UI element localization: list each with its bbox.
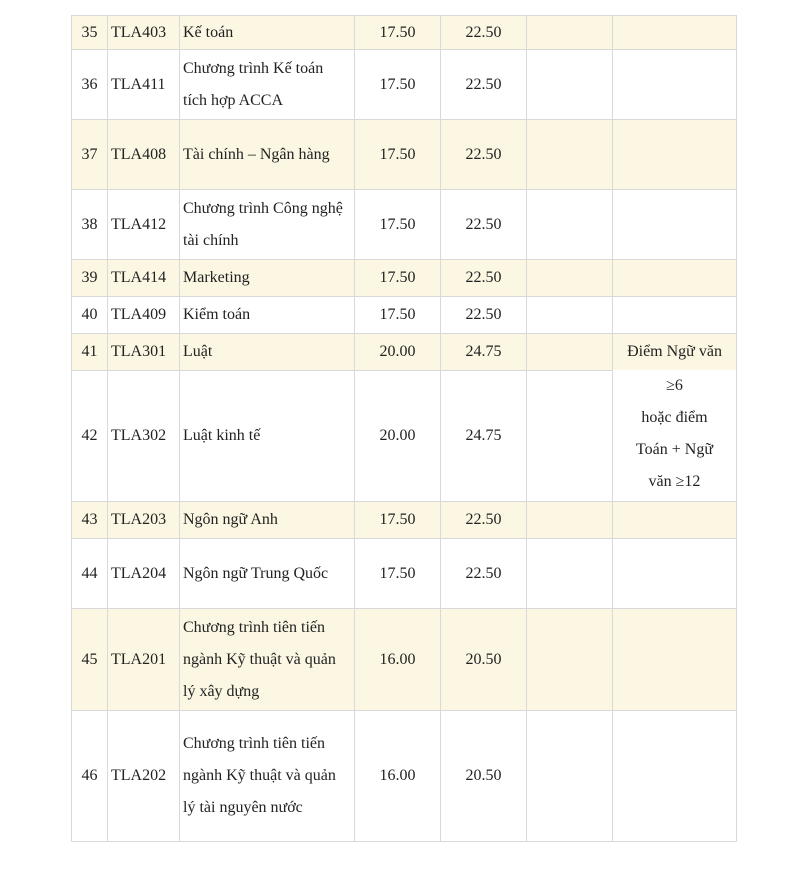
table-row [72,190,737,260]
row-number: 43 [72,502,108,539]
empty-cell [527,16,613,50]
program-code: TLA403 [108,16,180,50]
min-score: 16.00 [355,609,441,711]
row-number: 35 [72,16,108,50]
score: 24.75 [441,371,527,502]
table-row [72,50,737,120]
program-code: TLA412 [108,190,180,260]
program-name: Marketing [180,260,355,297]
note-cell [613,609,737,711]
score: 20.50 [441,609,527,711]
note-cell [613,120,737,190]
table-row [72,334,737,371]
note-cell [613,190,737,260]
program-code: TLA411 [108,50,180,120]
row-number: 44 [72,539,108,609]
min-score: 17.50 [355,260,441,297]
program-name: Chương trình tiên tiến ngành Kỹ thuật và quản lý tài nguyên nước [180,711,355,842]
empty-cell [527,711,613,842]
min-score: 16.00 [355,711,441,842]
program-code: TLA408 [108,120,180,190]
score: 22.50 [441,502,527,539]
table-row [72,16,737,50]
empty-cell [527,539,613,609]
min-score: 17.50 [355,120,441,190]
table-row [72,502,737,539]
program-name: Chương trình Kế toán tích hợp ACCA [180,50,355,120]
program-code: TLA409 [108,297,180,334]
min-score: 20.00 [355,371,441,502]
empty-cell [527,50,613,120]
empty-cell [527,120,613,190]
program-code: TLA414 [108,260,180,297]
empty-cell [527,334,613,371]
program-code: TLA301 [108,334,180,371]
score: 22.50 [441,120,527,190]
row-number: 45 [72,609,108,711]
program-name: Kế toán [180,16,355,50]
row-number: 36 [72,50,108,120]
program-code: TLA204 [108,539,180,609]
empty-cell [527,260,613,297]
min-score: 17.50 [355,50,441,120]
row-number: 41 [72,334,108,371]
admissions-score-table [71,15,737,842]
program-code: TLA201 [108,609,180,711]
program-name: Kiểm toán [180,297,355,334]
table-row [72,609,737,711]
row-number: 38 [72,190,108,260]
empty-cell [527,502,613,539]
program-code: TLA302 [108,371,180,502]
program-code: TLA202 [108,711,180,842]
note-line: Toán + Ngữ [635,441,713,458]
row-number: 37 [72,120,108,190]
table-row [72,539,737,609]
min-score: 17.50 [355,190,441,260]
table-row [72,711,737,842]
note-line: hoặc điểm [641,409,708,426]
table-row [72,260,737,297]
score: 20.50 [441,711,527,842]
program-name: Chương trình tiên tiến ngành Kỹ thuật và quản lý xây dựng [180,609,355,711]
row-number: 39 [72,260,108,297]
note-cell [613,50,737,120]
note-cell [613,502,737,539]
program-name: Ngôn ngữ Trung Quốc [180,539,355,609]
program-name: Luật [180,334,355,371]
score: 22.50 [441,16,527,50]
note-cell [613,711,737,842]
note-line: Điểm Ngữ văn [613,334,736,370]
score: 22.50 [441,260,527,297]
note-line: ≥6 [666,377,683,394]
score: 22.50 [441,190,527,260]
min-score: 17.50 [355,297,441,334]
empty-cell [527,297,613,334]
note-cell [613,297,737,334]
law-requirement-note [613,334,737,502]
program-name: Ngôn ngữ Anh [180,502,355,539]
empty-cell [527,371,613,502]
note-cell [613,16,737,50]
table-row [72,297,737,334]
program-code: TLA203 [108,502,180,539]
program-name: Luật kinh tế [180,371,355,502]
row-number: 40 [72,297,108,334]
min-score: 17.50 [355,539,441,609]
note-cell [613,260,737,297]
note-cell [613,539,737,609]
score: 22.50 [441,297,527,334]
note-line: văn ≥12 [648,473,701,490]
empty-cell [527,609,613,711]
row-number: 42 [72,371,108,502]
program-name: Tài chính – Ngân hàng [180,120,355,190]
table-row [72,120,737,190]
min-score: 17.50 [355,502,441,539]
score: 24.75 [441,334,527,371]
score: 22.50 [441,539,527,609]
score: 22.50 [441,50,527,120]
empty-cell [527,190,613,260]
min-score: 20.00 [355,334,441,371]
min-score: 17.50 [355,16,441,50]
program-name: Chương trình Công nghệ tài chính [180,190,355,260]
row-number: 46 [72,711,108,842]
